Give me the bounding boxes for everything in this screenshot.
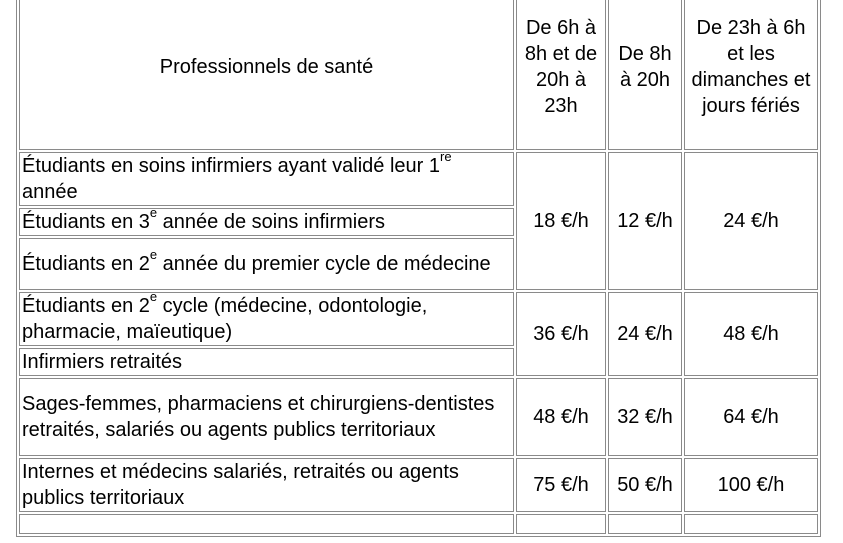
rate-group3-col1: 48 €/h [516, 378, 606, 456]
rate-group1-col2: 12 €/h [608, 152, 682, 290]
rate-group2-col2: 24 €/h [608, 292, 682, 376]
empty-cell [608, 514, 682, 534]
header-professionals: Professionnels de santé [19, 0, 514, 150]
table-row [19, 292, 818, 346]
header-col-6h-8h-20h-23h: De 6h à 8h et de 20h à 23h [516, 0, 606, 150]
rate-group2-col3: 48 €/h [684, 292, 818, 376]
row-label-students-2nd-year-medicine: Étudiants en 2e année du premier cycle de médecine [19, 238, 514, 290]
rate-group1-col3: 24 €/h [684, 152, 818, 290]
empty-cell [19, 514, 514, 534]
table-row [19, 458, 818, 512]
row-label-students-2nd-cycle: Étudiants en 2e cycle (médecine, odontologie, pharmacie, maïeutique) [19, 292, 514, 346]
empty-cell [684, 514, 818, 534]
rate-group2-col1: 36 €/h [516, 292, 606, 376]
header-col-8h-20h: De 8h à 20h [608, 0, 682, 150]
rate-group4-col2: 50 €/h [608, 458, 682, 512]
row-label-students-1st-year: Étudiants en soins infirmiers ayant validé leur 1re année [19, 152, 514, 206]
rate-group3-col3: 64 €/h [684, 378, 818, 456]
table-row-cut-off [19, 514, 818, 534]
rate-group4-col3: 100 €/h [684, 458, 818, 512]
rate-group3-col2: 32 €/h [608, 378, 682, 456]
table-row [19, 152, 818, 206]
tariff-table [16, 0, 821, 537]
table-row [19, 378, 818, 456]
row-label-students-3rd-year-nursing: Étudiants en 3e année de soins infirmiers [19, 208, 514, 236]
row-label-retired-nurses: Infirmiers retraités [19, 348, 514, 376]
header-col-night-sundays-holidays: De 23h à 6h et les dimanches et jours fériés [684, 0, 818, 150]
rate-group1-col1: 18 €/h [516, 152, 606, 290]
tariff-table-wrapper [16, 0, 821, 537]
empty-cell [516, 514, 606, 534]
row-label-interns-doctors: Internes et médecins salariés, retraités ou agents publics territoriaux [19, 458, 514, 512]
header-row [19, 0, 818, 150]
row-label-midwives-pharmacists-dentists: Sages-femmes, pharmaciens et chirurgiens-dentistes retraités, salariés ou agents publics territoriaux [19, 378, 514, 456]
rate-group4-col1: 75 €/h [516, 458, 606, 512]
